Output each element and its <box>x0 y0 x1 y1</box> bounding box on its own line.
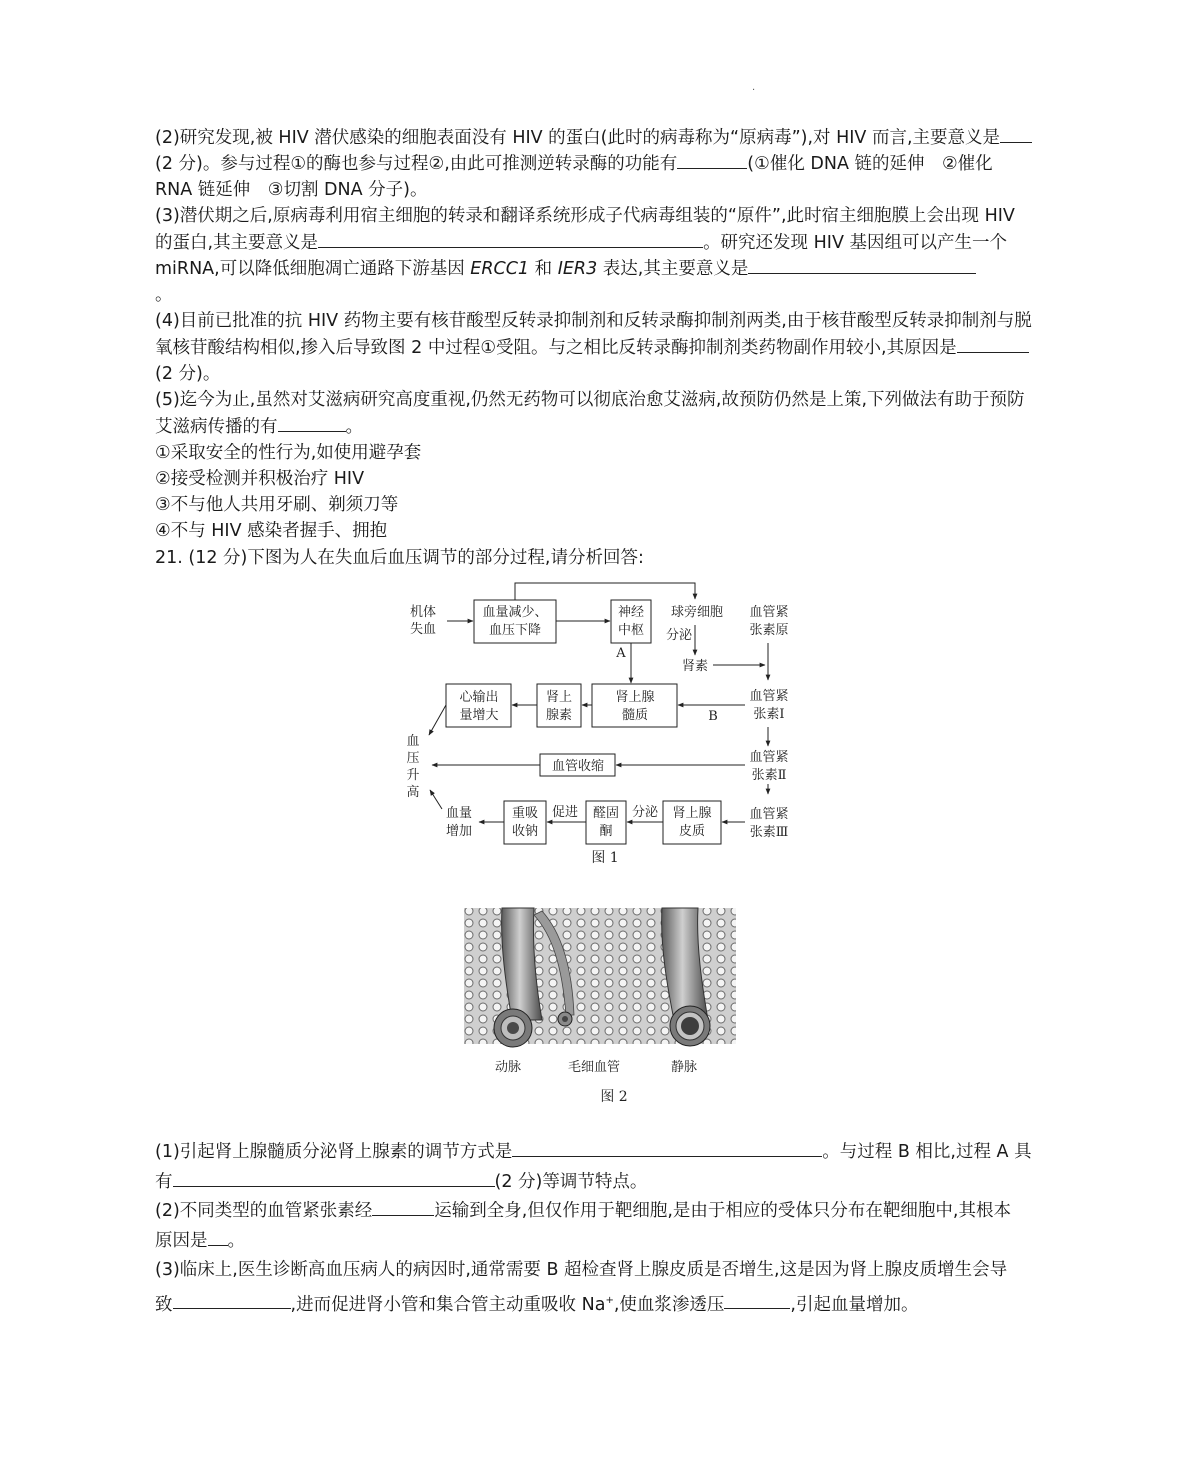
node-renin: 肾素 <box>681 659 709 674</box>
answer-blank[interactable] <box>318 229 703 248</box>
answer-blank[interactable] <box>748 255 976 274</box>
answer-blank[interactable] <box>1000 124 1032 143</box>
label-process-a: A <box>616 646 626 661</box>
q20-p3-line3: miRNA,可以降低细胞凋亡通路下游基因 ERCC1 和 IER3 表达,其主要意义是 <box>155 255 1050 281</box>
question-20-block <box>155 124 1050 571</box>
figure-1-flow-diagram <box>395 577 815 867</box>
q21-p1-line2: 有 (2 分)等调节特点。 <box>155 1168 1050 1198</box>
node-adrenal-medulla-line2: 髓质 <box>621 708 649 723</box>
node-body-bleed-line2: 失血 <box>409 622 437 637</box>
q20-p5-line1: (5)迄今为止,虽然对艾滋病研究高度重视,仍然无药物可以彻底治愈艾滋病,故预防仍然是上策,下列做法有助于预防 <box>155 389 1025 410</box>
gene-ier3: IER3 <box>557 259 598 280</box>
q20-option: ②接受检测并积极治疗 HIV <box>155 468 365 489</box>
node-na-reabsorb-line1: 重吸 <box>511 806 539 821</box>
label-promote: 促进 <box>551 805 579 820</box>
q20-p2-line1: (2)研究发现,被 HIV 潜伏感染的细胞表面没有 HIV 的蛋白(此时的病毒称为“原病毒”),对 HIV 而言,主要意义是 <box>155 124 1050 150</box>
q20-p4-line2: 氧核苷酸结构相似,掺入后导致图 2 中过程①受阻。与之相比反转录酶抑制剂类药物副作用较小,其原因是 <box>155 334 1050 360</box>
node-nerve-center-line1: 神经 <box>617 605 645 620</box>
q21-p2-line1: (2)不同类型的血管紧张素经 运输到全身,但仅作用于靶细胞,是由于相应的受体只分布在靶细胞中,其根本 <box>155 1197 1050 1227</box>
node-angiotensin-1-line2: 张素Ⅰ <box>753 707 785 722</box>
q21-p2-line2: 原因是 。 <box>155 1227 1050 1257</box>
q20-p4-line1: (4)目前已批准的抗 HIV 药物主要有核苷酸型反转录抑制剂和反转录酶抑制剂两类,由于核苷酸型反转录抑制剂与脱 <box>155 311 1032 332</box>
node-aldosterone-line1: 醛固 <box>592 806 620 821</box>
answer-blank[interactable] <box>957 334 1029 353</box>
artery-cross-section <box>494 1009 532 1047</box>
q21-p3-line2: 致 ,进而促进肾小管和集合管主动重吸收 Na+,使血浆渗透压 ,引起血量增加。 <box>155 1286 1050 1316</box>
node-bp-rise-char2: 压 <box>406 751 420 766</box>
answer-blank[interactable] <box>677 150 747 169</box>
answer-blank[interactable] <box>372 1197 434 1216</box>
node-juxtaglomerular: 球旁细胞 <box>670 605 724 620</box>
capillary-cross-section <box>558 1012 572 1026</box>
node-angiotensinogen-line1: 血管紧 <box>749 605 789 620</box>
q20-p2-line3: RNA 链延伸 ③切割 DNA 分子)。 <box>155 179 428 200</box>
q20-option: ①采取安全的性行为,如使用避孕套 <box>155 442 422 463</box>
node-body-bleed-line1: 机体 <box>409 605 437 620</box>
answer-blank[interactable] <box>278 413 346 432</box>
q20-p3-line2: 的蛋白,其主要意义是 。研究还发现 HIV 基因组可以产生一个 <box>155 229 1050 255</box>
node-angiotensin-3-line2: 张素Ⅲ <box>749 825 789 840</box>
superscript-plus: + <box>605 1294 614 1306</box>
label-secrete-1: 分泌 <box>665 628 693 643</box>
q21-p3-line1: (3)临床上,医生诊断高血压病人的病因时,通常需要 B 超检查肾上腺皮质是否增生,这是因为肾上腺皮质增生会导 <box>155 1260 1008 1280</box>
q20-p4-line3: (2 分)。 <box>155 363 221 384</box>
q20-p3-line4: 。 <box>155 284 173 305</box>
q20-p3-line1: (3)潜伏期之后,原病毒利用宿主细胞的转录和翻译系统形成子代病毒组装的“原件”,此时宿主细胞膜上会出现 HIV <box>155 205 1015 226</box>
node-cardiac-output-line2: 量增大 <box>459 708 499 723</box>
answer-blank[interactable] <box>512 1138 822 1157</box>
node-na-reabsorb-line2: 收钠 <box>511 824 539 839</box>
vein-cross-section <box>670 1006 710 1046</box>
node-bp-rise-char1: 血 <box>406 734 420 749</box>
node-cardiac-output-line1: 心输出 <box>459 690 499 705</box>
answer-blank[interactable] <box>724 1290 790 1309</box>
label-secrete-2: 分泌 <box>631 805 659 820</box>
gene-ercc1: ERCC1 <box>470 259 530 280</box>
page-dot: . <box>752 82 756 93</box>
label-artery: 动脉 <box>494 1060 522 1075</box>
node-adrenal-medulla-line1: 肾上腺 <box>615 690 655 705</box>
answer-blank[interactable] <box>173 1168 495 1187</box>
node-blood-drop-line2: 血压下降 <box>488 623 542 638</box>
node-adrenaline-line1: 肾上 <box>545 690 573 705</box>
node-bp-rise-char3: 升 <box>406 768 420 783</box>
node-adrenal-cortex-line2: 皮质 <box>678 824 706 839</box>
figure-2-caption: 图 2 <box>600 1089 628 1105</box>
question-21-subparts <box>155 1138 1050 1315</box>
label-capillary: 毛细血管 <box>567 1060 621 1075</box>
answer-blank[interactable] <box>173 1290 291 1309</box>
node-vasoconstriction: 血管收缩 <box>551 759 605 774</box>
node-aldosterone-line2: 酮 <box>599 824 613 839</box>
node-nerve-center-line2: 中枢 <box>617 623 645 638</box>
node-angiotensinogen-line2: 张素原 <box>749 623 789 638</box>
node-adrenal-cortex-line1: 肾上腺 <box>672 806 712 821</box>
node-bp-rise-char4: 高 <box>406 785 420 800</box>
node-blood-drop-line1: 血量减少、 <box>482 605 548 620</box>
node-blood-increase-line2: 增加 <box>445 824 473 839</box>
q20-p5-line2: 艾滋病传播的有 。 <box>155 413 1050 439</box>
node-angiotensin-1-line1: 血管紧 <box>749 689 789 704</box>
q20-option: ④不与 HIV 感染者握手、拥抱 <box>155 521 388 542</box>
figure-1-caption: 图 1 <box>591 850 619 866</box>
q21-title: 21. (12 分)下图为人在失血后血压调节的部分过程,请分析回答: <box>155 547 644 568</box>
node-adrenaline-line2: 腺素 <box>545 708 573 723</box>
label-process-b: B <box>708 709 718 724</box>
q20-option: ③不与他人共用牙刷、剃须刀等 <box>155 495 399 516</box>
node-angiotensin-2-line2: 张素Ⅱ <box>751 768 787 783</box>
answer-blank[interactable] <box>208 1227 228 1246</box>
figure-2-vessels <box>462 905 738 1105</box>
q21-p1-line1: (1)引起肾上腺髓质分泌肾上腺素的调节方式是 。与过程 B 相比,过程 A 具 <box>155 1138 1050 1168</box>
node-blood-increase-line1: 血量 <box>445 806 473 821</box>
node-angiotensin-2-line1: 血管紧 <box>749 750 789 765</box>
label-vein: 静脉 <box>670 1060 698 1075</box>
node-angiotensin-3-line1: 血管紧 <box>749 807 789 822</box>
q20-p2-line2: (2 分)。参与过程①的酶也参与过程②,由此可推测逆转录酶的功能有 (①催化 DNA 链的延伸 ②催化 <box>155 150 1050 176</box>
